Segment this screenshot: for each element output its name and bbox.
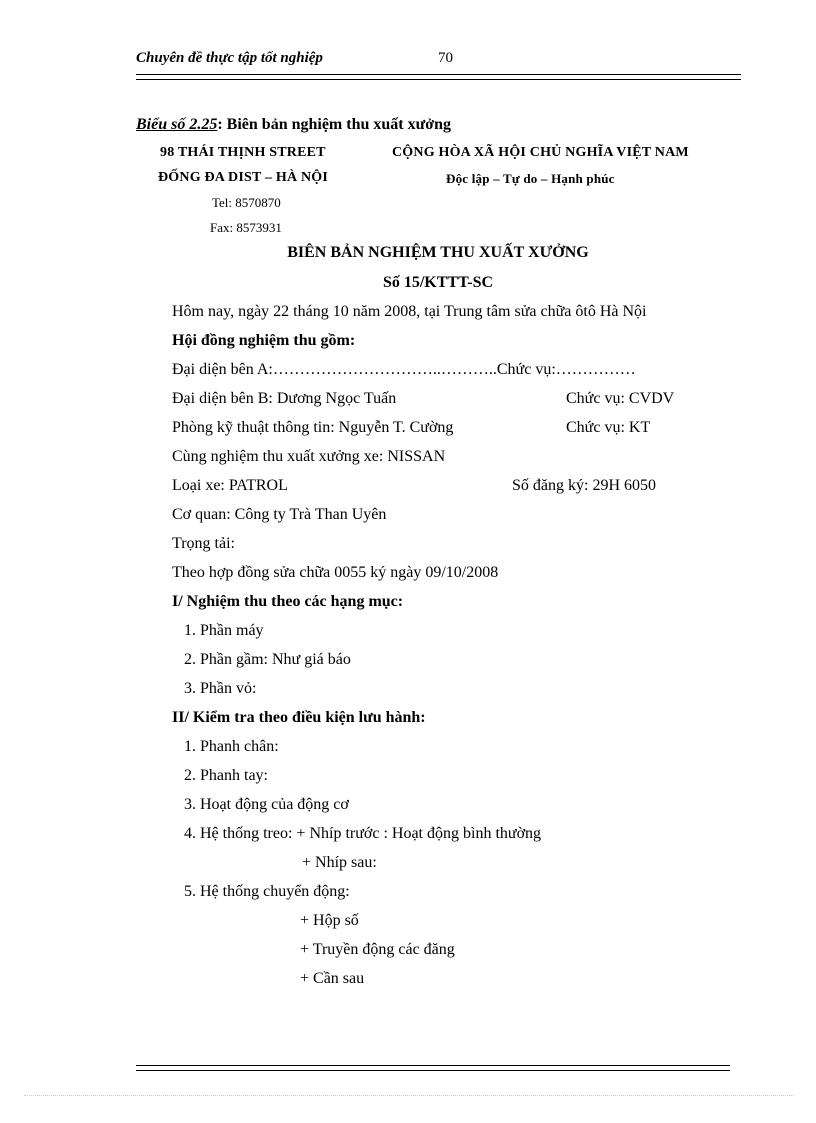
caption-sep: : (217, 116, 223, 133)
running-header-title: Chuyên đề thực tập tốt nghiệp (136, 50, 323, 66)
rep-a-line: Đại diện bên A:…………………………..………..Chức vụ:…………… (172, 361, 636, 378)
footer-rule (136, 1065, 730, 1071)
section-1-item: 2. Phần gầm: Như giá báo (184, 651, 351, 668)
org-fax: Fax: 8573931 (210, 220, 282, 235)
section-2-item: 2. Phanh tay: (184, 767, 268, 784)
vehicle-line: Cùng nghiệm thu xuất xưởng xe: NISSAN (172, 448, 446, 465)
section-2-subitem: + Nhíp sau: (302, 854, 377, 871)
table-caption (136, 116, 451, 134)
org-address-1: 98 THÁI THỊNH STREET (160, 145, 326, 160)
page-bottom-dotted-line (24, 1095, 794, 1096)
registration-number: Số đăng ký: 29H 6050 (512, 477, 656, 494)
tech-line: Phòng kỹ thuật thông tin: Nguyễn T. Cường (172, 419, 454, 436)
page-number: 70 (438, 50, 453, 66)
caption-text: Biên bản nghiệm thu xuất xưởng (222, 116, 451, 133)
model-line: Loại xe: PATROL (172, 477, 288, 494)
rep-b-line: Đại diện bên B: Dương Ngọc Tuấn (172, 390, 397, 407)
section-1-item: 1. Phần máy (184, 622, 264, 639)
agency-line: Cơ quan: Công ty Trà Than Uyên (172, 506, 387, 523)
intro-line: Hôm nay, ngày 22 tháng 10 năm 2008, tại Trung tâm sửa chữa ôtô Hà Nội (172, 303, 647, 320)
section-2-item: 4. Hệ thống treo: + Nhíp trước : Hoạt động bình thường (184, 825, 542, 842)
section-1-item: 3. Phần vỏ: (184, 680, 257, 697)
section-2-subitem: + Truyền động các đăng (300, 941, 455, 958)
section-2-item: 5. Hệ thống chuyển động: (184, 883, 350, 900)
section-1-heading: I/ Nghiệm thu theo các hạng mục: (172, 593, 404, 610)
document-number: Số 15/KTTT-SC (382, 274, 494, 291)
org-address-2: ĐỐNG ĐA DIST – HÀ NỘI (158, 170, 329, 185)
tech-role: Chức vụ: KT (566, 419, 651, 436)
section-2-item: 1. Phanh chân: (184, 738, 279, 755)
rep-b-role: Chức vụ: CVDV (566, 390, 675, 407)
republic-name: CỘNG HÒA XÃ HỘI CHỦ NGHĨA VIỆT NAM (392, 145, 689, 160)
contract-line: Theo hợp đồng sửa chữa 0055 ký ngày 09/10/2008 (172, 564, 499, 581)
caption-label: Biểu số 2.25 (136, 116, 218, 133)
document-title: BIÊN BẢN NGHIỆM THU XUẤT XƯỞNG (287, 244, 589, 261)
section-2-heading: II/ Kiểm tra theo điều kiện lưu hành: (172, 709, 426, 726)
section-2-item: 3. Hoạt động của động cơ (184, 796, 349, 813)
council-heading: Hội đồng nghiệm thu gồm: (172, 332, 356, 349)
republic-motto: Độc lập – Tự do – Hạnh phúc (446, 171, 615, 186)
section-2-subitem: + Hộp số (300, 912, 359, 929)
org-tel: Tel: 8570870 (212, 195, 281, 210)
load-line: Trọng tải: (172, 535, 235, 552)
header-rule (136, 74, 741, 80)
section-2-subitem: + Cần sau (300, 970, 365, 987)
